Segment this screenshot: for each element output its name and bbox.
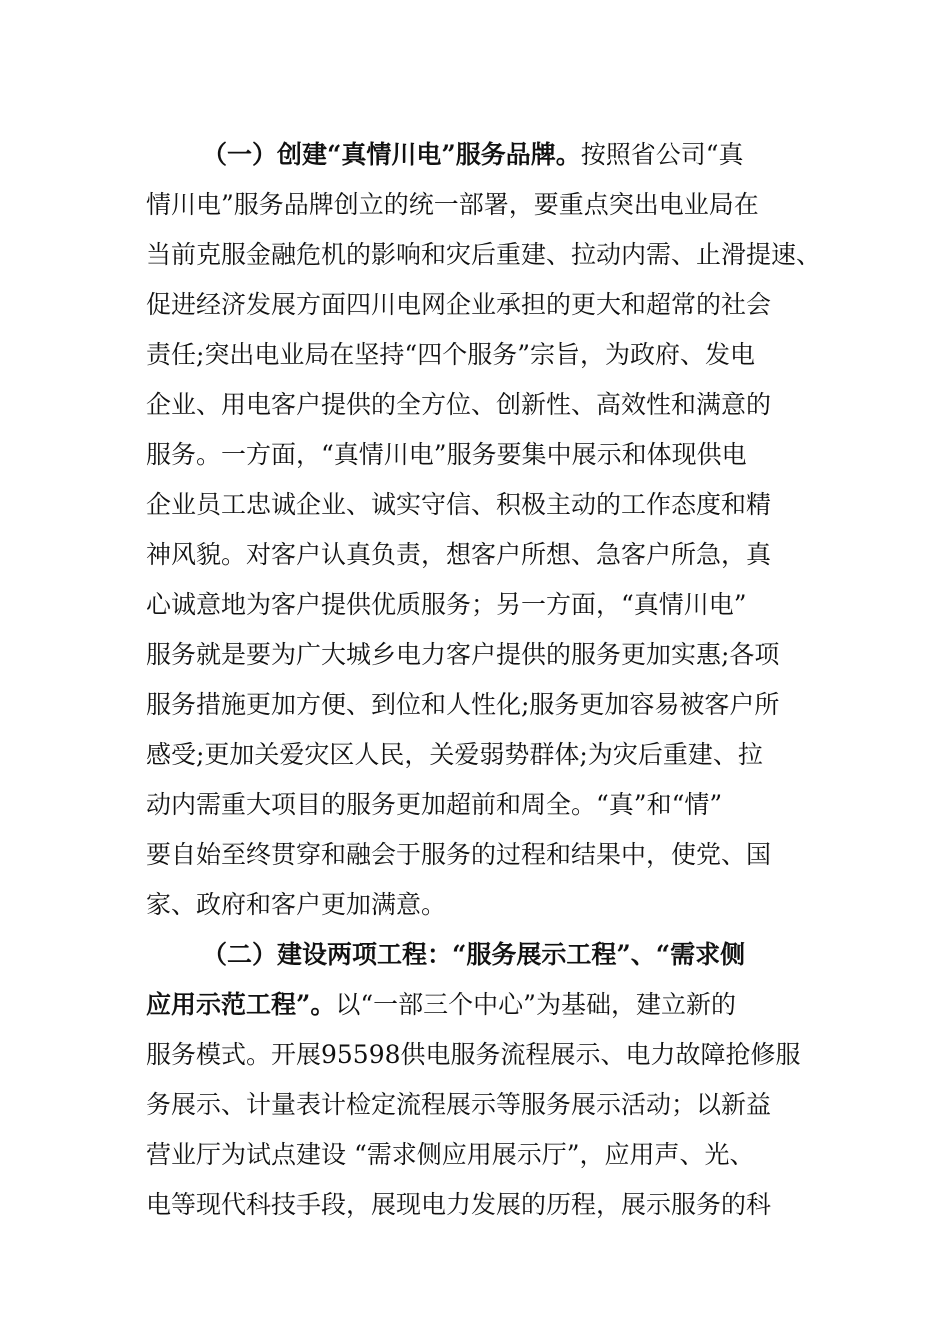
- text-line: [146, 130, 806, 180]
- text-line: [146, 530, 806, 580]
- line-text: 家、政府和客户更加满意。: [146, 890, 447, 919]
- text-line: [146, 780, 806, 830]
- text-line: [146, 180, 806, 230]
- line-text: 服务就是要为广大城乡电力客户提供的服务更加实惠;各项: [146, 640, 780, 669]
- line-text: 动内需重大项目的服务更加超前和周全。“真”和“情”: [146, 790, 723, 819]
- line-text: 促进经济发展方面四川电网企业承担的更大和超常的社会: [146, 290, 772, 319]
- text-line: [146, 980, 806, 1030]
- line-text: 以“一部三个中心”为基础，建立新的: [335, 990, 736, 1019]
- text-line: [146, 730, 806, 780]
- text-line: [146, 580, 806, 630]
- section-heading: 应用示范工程”。: [146, 990, 336, 1019]
- text-line: [146, 280, 806, 330]
- line-text: 营业厅为试点建设 “需求侧应用展示厅”，应用声、光、: [146, 1140, 755, 1169]
- text-line: [146, 1030, 806, 1080]
- line-text: 电等现代科技手段，展现电力发展的历程，展示服务的科: [146, 1190, 772, 1219]
- body-text: [146, 130, 822, 1230]
- text-line: [146, 880, 806, 930]
- line-text: 感受;更加关爱灾区人民，关爱弱势群体;为灾后重建、拉: [146, 740, 763, 769]
- line-text: 按照省公司“真: [580, 140, 744, 169]
- text-line: [146, 480, 806, 530]
- text-line: [146, 630, 806, 680]
- line-text: 心诚意地为客户提供优质服务；另一方面，“真情川电”: [146, 590, 747, 619]
- text-line: [146, 830, 806, 880]
- text-line: [146, 1130, 806, 1180]
- line-text: 神风貌。对客户认真负责，想客户所想、急客户所急，真: [146, 540, 772, 569]
- text-line: [146, 1180, 806, 1230]
- text-line: [146, 230, 822, 280]
- text-line: [146, 330, 806, 380]
- line-text: 要自始至终贯穿和融会于服务的过程和结果中，使党、国: [146, 840, 772, 869]
- section-heading: （一）创建“真情川电”服务品牌。: [202, 140, 581, 169]
- text-line: [146, 680, 806, 730]
- line-text: 责任;突出电业局在坚持“四个服务”宗旨，为政府、发电: [146, 340, 755, 369]
- text-line: [146, 930, 806, 980]
- text-line: [146, 1080, 806, 1130]
- line-text: 当前克服金融危机的影响和灾后重建、拉动内需、止滑提速、: [146, 240, 822, 269]
- line-text: 企业员工忠诚企业、诚实守信、积极主动的工作态度和精: [146, 490, 772, 519]
- text-line: [146, 430, 806, 480]
- section-heading: （二）建设两项工程：“服务展示工程”、“需求侧: [202, 940, 746, 969]
- line-text: 服务措施更加方便、到位和人性化;服务更加容易被客户所: [146, 690, 780, 719]
- line-text: 服务模式。开展95598供电服务流程展示、电力故障抢修服: [146, 1040, 801, 1069]
- line-text: 企业、用电客户提供的全方位、创新性、高效性和满意的: [146, 390, 772, 419]
- line-text: 务展示、计量表计检定流程展示等服务展示活动；以新益: [146, 1090, 772, 1119]
- line-text: 服务。一方面，“真情川电”服务要集中展示和体现供电: [146, 440, 747, 469]
- text-line: [146, 380, 806, 430]
- line-text: 情川电”服务品牌创立的统一部署，要重点突出电业局在: [146, 190, 759, 219]
